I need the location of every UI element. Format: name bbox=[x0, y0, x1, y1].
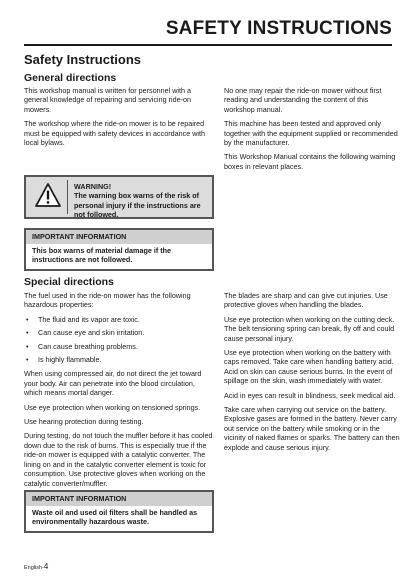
special-left-paragraph: Use eye protection when working on tensioned springs. bbox=[24, 402, 201, 412]
special-right-paragraph: Acid in eyes can result in blindness, seek medical aid. bbox=[224, 390, 396, 400]
special-right-paragraph: Use eye protection when working on the battery with caps removed. Take care when handling battery acid. Acid on skin can cause serious burns. In the event of spillage on the skin, wash immediately with water. bbox=[224, 348, 394, 386]
special-left-paragraph: When using compressed air, do not direct the jet toward your body. Air can penetrate into the blood circulation, which means mortal danger. bbox=[24, 369, 202, 398]
special-directions-heading: Special directions bbox=[24, 276, 114, 288]
section-title: Safety Instructions bbox=[24, 52, 142, 67]
general-right-paragraph: This Workshop Manual contains the following warning boxes in relevant places. bbox=[224, 152, 396, 171]
important-info-body: Waste oil and used oil filters shall be handled as environmentally hazardous waste. bbox=[32, 507, 198, 527]
special-right-paragraph: The blades are sharp and can give cut injuries. Use protective gloves when handling the blades. bbox=[224, 291, 388, 310]
hazard-list-item: • Can cause eye and skin irritation. bbox=[24, 328, 214, 337]
special-intro: The fuel used in the ride-on mower has the following hazardous properties: bbox=[24, 291, 191, 310]
footer-language: English- bbox=[24, 565, 44, 571]
hazard-list-item: • Is highly flammable. bbox=[24, 355, 214, 364]
general-right-paragraph: No one may repair the ride-on mower without first reading and understanding the content of this workshop manual. bbox=[224, 86, 382, 114]
warning-triangle-icon bbox=[34, 182, 62, 208]
important-info-box-waste bbox=[24, 490, 214, 533]
important-info-box bbox=[24, 228, 214, 271]
title-rule bbox=[24, 44, 392, 46]
general-left-paragraph: This workshop manual is written for personnel with a general knowledge of repairing and servicing ride-on mowers. bbox=[24, 86, 192, 114]
general-directions-heading: General directions bbox=[24, 72, 117, 84]
general-right-paragraph: This machine has been tested and approved only together with the equipment supplied or recommended by the manufacturer. bbox=[224, 119, 398, 148]
warning-text bbox=[74, 182, 206, 220]
important-info-title: IMPORTANT INFORMATION bbox=[26, 230, 212, 244]
general-left-column bbox=[24, 86, 214, 152]
general-left-paragraph: The workshop where the ride-on mower is to be repaired must be equipped with safety devices in accordance with local bylaws. bbox=[24, 119, 205, 148]
warning-box bbox=[24, 175, 214, 219]
warning-title: WARNING! bbox=[74, 182, 112, 191]
special-left-column bbox=[24, 291, 214, 493]
special-right-paragraph: Take care when carrying out service on the battery. Explosive gases are formed in the battery. Never carry out service on the battery while smoking or in the vicinity of naked flames or sparks. The battery can then explode and cause serious injury. bbox=[224, 405, 400, 452]
important-info-body: This box warns of material damage if the instructions are not followed. bbox=[32, 245, 171, 265]
hazard-list-item: • The fluid and its vapor are toxic. bbox=[24, 315, 214, 324]
general-right-column bbox=[224, 86, 400, 176]
important-info-title: IMPORTANT INFORMATION bbox=[26, 492, 212, 506]
page-number: 4 bbox=[43, 562, 49, 571]
hazard-list-item: • Can cause breathing problems. bbox=[24, 342, 214, 351]
hazard-list bbox=[24, 315, 214, 365]
page-footer bbox=[24, 562, 48, 571]
special-right-paragraph: Use eye protection when working on the cutting deck. The belt tensioning spring can break, fly off and could cause personal injury. bbox=[224, 314, 395, 343]
special-left-paragraph: Use hearing protection during testing. bbox=[24, 417, 144, 427]
warning-body: The warning box warns of the risk of personal injury if the instructions are not followed. bbox=[74, 191, 201, 220]
warning-separator bbox=[67, 180, 68, 214]
special-left-paragraph: During testing, do not touch the muffler before it has cooled down due to the risk of burns. This is especially true if the ride-on mower is equipped with a catalytic converter. The lining on and in the catalytic converter element is toxic for consumption. Use protective gloves when working on the catalytic converter/muffler. bbox=[24, 431, 213, 488]
special-right-column bbox=[224, 291, 400, 457]
page-title: SAFETY INSTRUCTIONS bbox=[165, 18, 392, 39]
